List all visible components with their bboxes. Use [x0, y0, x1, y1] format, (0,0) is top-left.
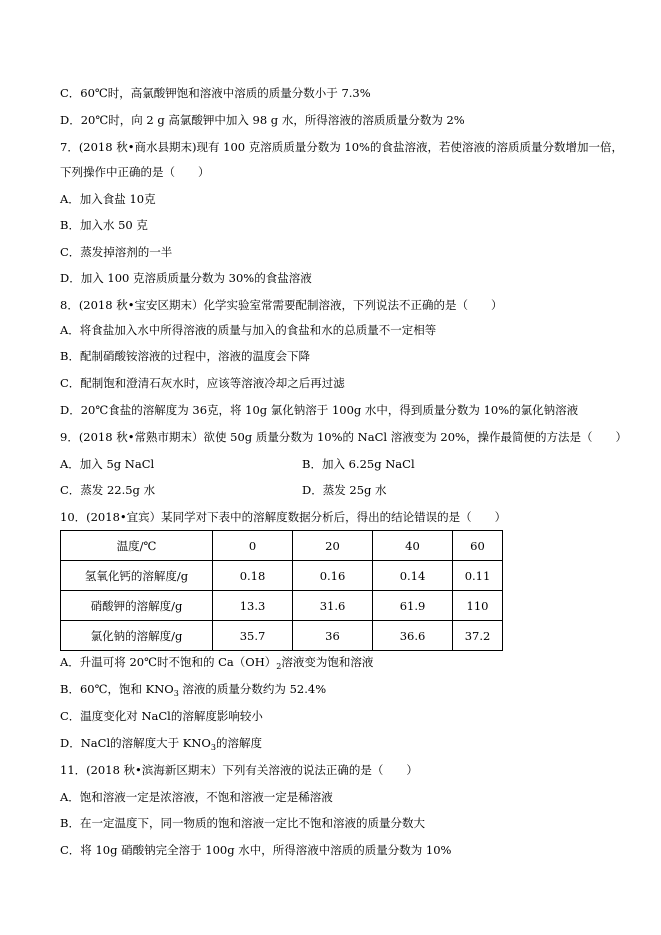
option-a: A．饱和溶液一定是浓溶液，不饱和溶液一定是稀溶液 [60, 790, 333, 804]
question-stem: 9．(2018 秋•常熟市期末）欲使 50g 质量分数为 10%的 NaCl 溶液变为 20%，操作最简便的方法是（ ） [60, 430, 627, 444]
option-b [60, 681, 326, 702]
table-cell: 0 [213, 531, 293, 561]
option-b: B．加入 6.25g NaCl [302, 457, 415, 471]
option-a [60, 654, 373, 675]
option-c: C．将 10g 硝酸钠完全溶于 100g 水中，所得溶液中溶质的质量分数为 10% [60, 843, 452, 857]
option-c: C．蒸发 22.5g 水 [60, 483, 156, 497]
text: 的溶解度 [215, 736, 262, 750]
text: 溶液的质量分数约为 52.4% [178, 682, 327, 696]
text: A．升温可将 20℃时不饱和的 Ca（OH） [60, 655, 277, 669]
option-line: C．60℃时，高氯酸钾饱和溶液中溶质的质量分数小于 7.3% [60, 86, 371, 100]
option-line: D．加入 100 克溶质质量分数为 30%的食盐溶液 [60, 271, 312, 285]
subscript: 3 [173, 689, 179, 698]
table-cell: 0.18 [213, 561, 293, 591]
table-cell: 0.14 [373, 561, 453, 591]
text: 溶液变为饱和溶液 [281, 655, 374, 669]
subscript: 2 [276, 662, 282, 671]
table-cell: 36.6 [373, 621, 453, 651]
option-line: B．配制硝酸铵溶液的过程中，溶液的温度会下降 [60, 349, 310, 363]
option-line: D．20℃时，向 2 g 高氯酸钾中加入 98 g 水，所得溶液的溶质质量分数为 2% [60, 113, 465, 127]
subscript: 3 [210, 743, 216, 752]
option-line: C．蒸发掉溶剂的一半 [60, 245, 173, 259]
table-cell: 40 [373, 531, 453, 561]
table-cell: 温度/℃ [61, 531, 213, 561]
table-cell: 60 [453, 531, 503, 561]
table-cell: 37.2 [453, 621, 503, 651]
question-stem: 10．(2018•宜宾）某同学对下表中的溶解度数据分析后，得出的结论错误的是（ ） [60, 510, 507, 524]
question-stem-cont: 下列操作中正确的是（ ） [60, 165, 210, 179]
option-line: B．加入水 50 克 [60, 218, 148, 232]
option-c: C．温度变化对 NaCl的溶解度影响较小 [60, 709, 263, 723]
table-cell: 13.3 [213, 591, 293, 621]
option-b: B．在一定温度下，同一物质的饱和溶液一定比不饱和溶液的质量分数大 [60, 816, 425, 830]
table-header-row [61, 531, 503, 561]
option-line: A．将食盐加入水中所得溶液的质量与加入的食盐和水的总质量不一定相等 [60, 323, 437, 337]
table-cell: 36 [293, 621, 373, 651]
table-cell: 氯化钠的溶解度/g [61, 621, 213, 651]
option-d: D．蒸发 25g 水 [302, 483, 387, 497]
option-line: A．加入食盐 10克 [60, 192, 156, 206]
question-stem: 11．(2018 秋•滨海新区期末）下列有关溶液的说法正确的是（ ） [60, 763, 418, 777]
question-stem: 8．(2018 秋•宝安区期末）化学实验室常需要配制溶液，下列说法不正确的是（ ） [60, 298, 503, 312]
solubility-table [60, 530, 503, 651]
table-row [61, 591, 503, 621]
option-line: C．配制饱和澄清石灰水时，应该等溶液冷却之后再过滤 [60, 376, 345, 390]
question-stem: 7．(2018 秋•商水县期末)现有 100 克溶质质量分数为 10%的食盐溶液，若使溶液的溶质质量分数增加一倍， [60, 140, 623, 154]
table-cell: 31.6 [293, 591, 373, 621]
table-cell: 硝酸钾的溶解度/g [61, 591, 213, 621]
option-a: A．加入 5g NaCl [60, 457, 155, 471]
table-cell: 35.7 [213, 621, 293, 651]
table-cell: 61.9 [373, 591, 453, 621]
table-cell: 0.16 [293, 561, 373, 591]
table-cell: 110 [453, 591, 503, 621]
table-cell: 20 [293, 531, 373, 561]
table-cell: 氢氧化钙的溶解度/g [61, 561, 213, 591]
text: D．NaCl的溶解度大于 KNO [60, 736, 211, 750]
table-row [61, 561, 503, 591]
table-row [61, 621, 503, 651]
text: B．60℃，饱和 KNO [60, 682, 174, 696]
table-cell: 0.11 [453, 561, 503, 591]
option-line: D．20℃食盐的溶解度为 36克，将 10g 氯化钠溶于 100g 水中，得到质量分数为 10%的氯化钠溶液 [60, 403, 579, 417]
option-d [60, 735, 262, 756]
